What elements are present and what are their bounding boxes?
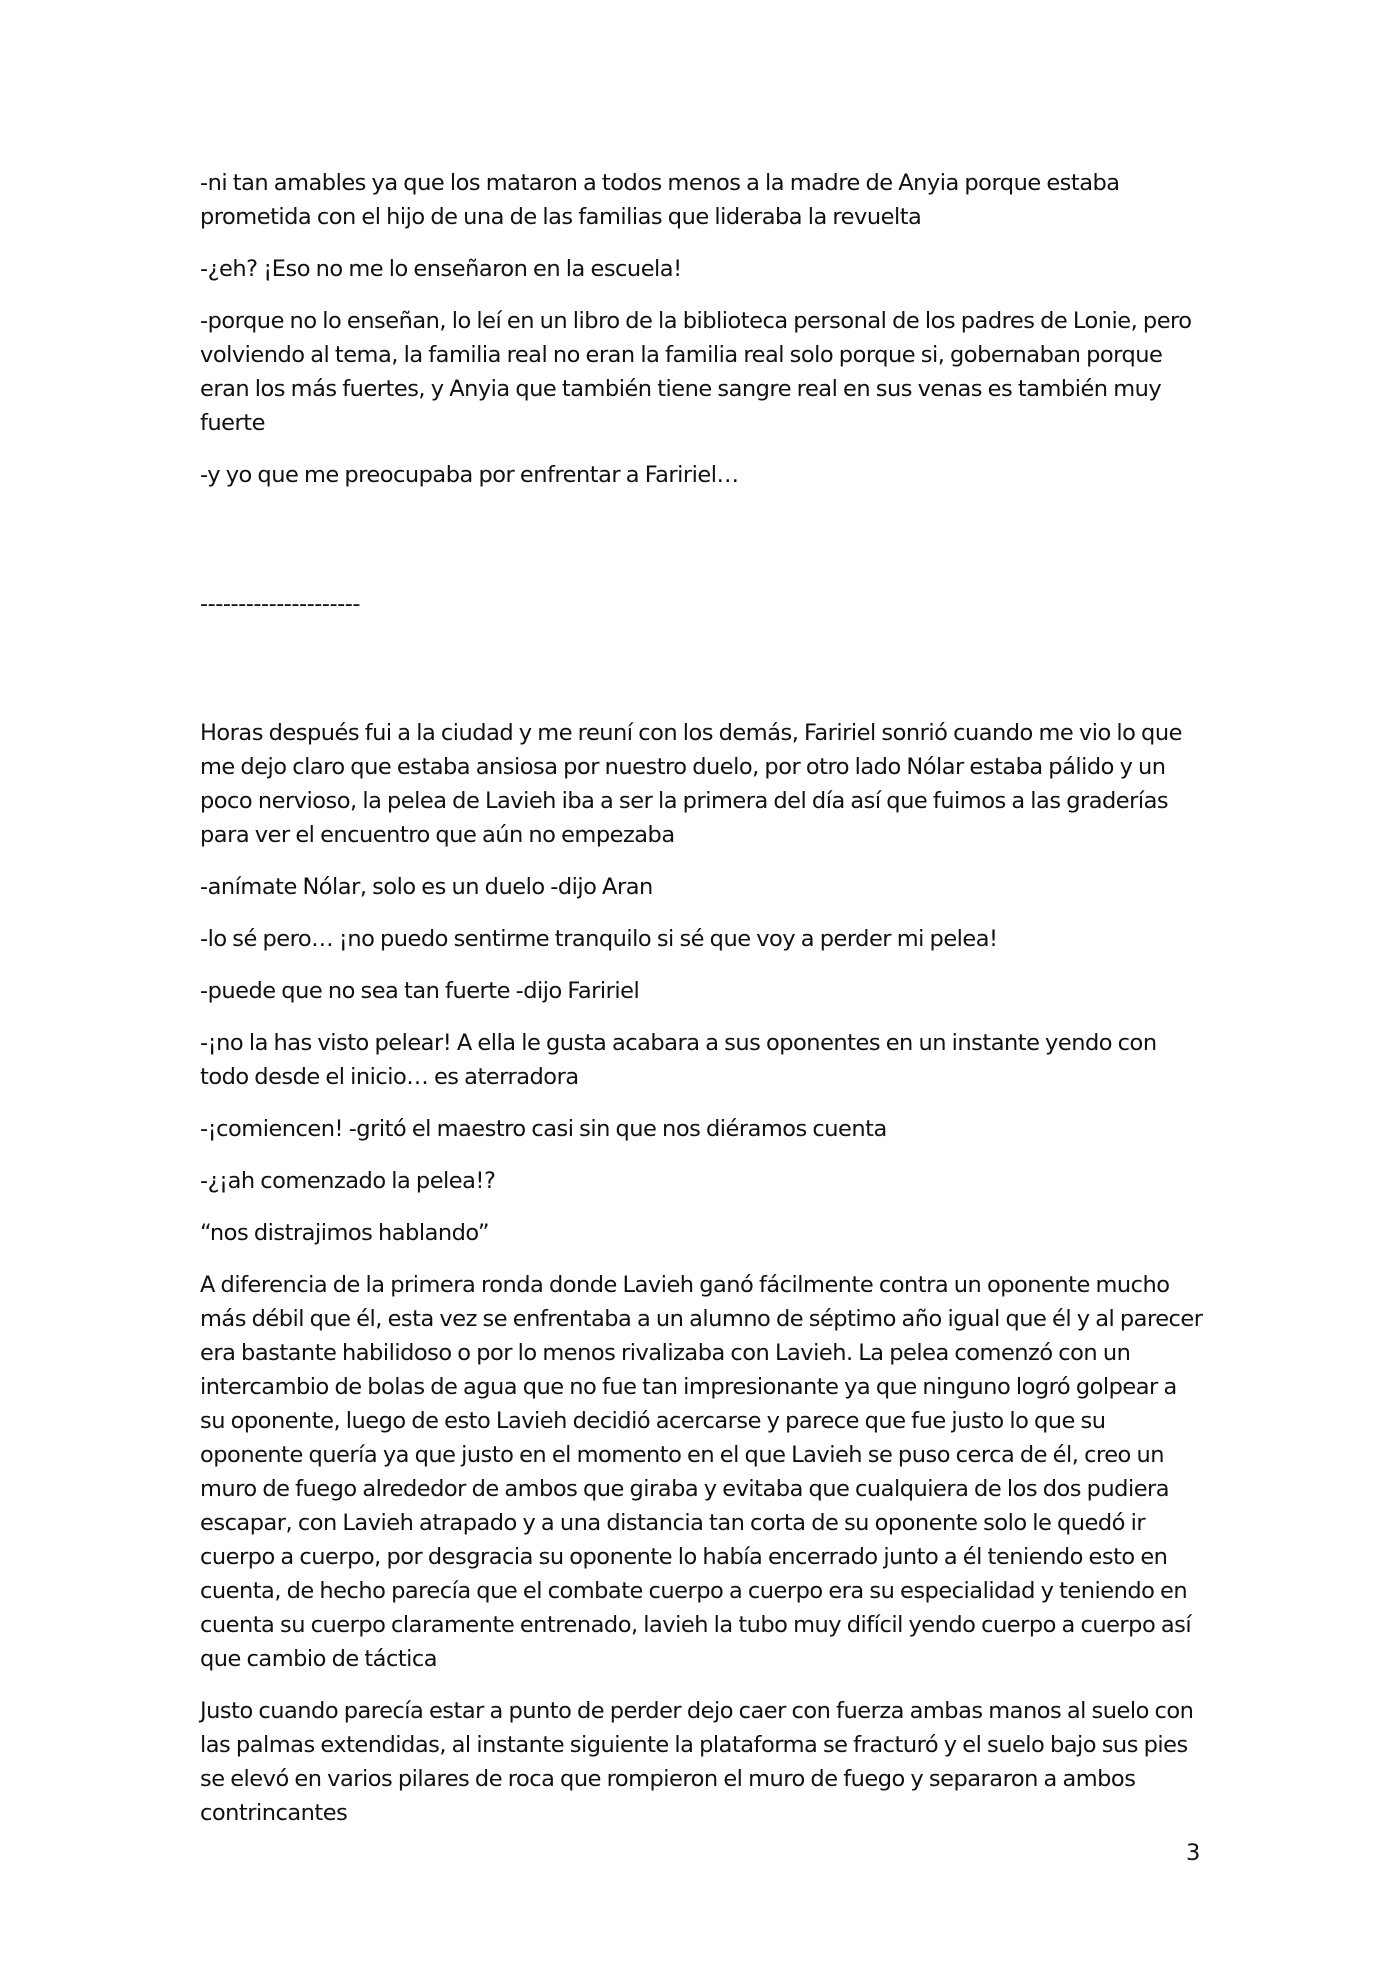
paragraph: -y yo que me preocupaba por enfrentar a Faririel… <box>200 462 739 488</box>
paragraph: -lo sé pero… ¡no puedo sentirme tranquilo si sé que voy a perder mi pelea! <box>200 926 998 952</box>
document-body <box>200 166 1206 1848</box>
paragraph: -anímate Nólar, solo es un duelo -dijo Aran <box>200 874 653 900</box>
paragraph: -ni tan amables ya que los mataron a todos menos a la madre de Anyia porque estaba prometida con el hijo de una de las familias que lideraba la revuelta <box>200 170 1120 230</box>
paragraph: “nos distrajimos hablando” <box>200 1220 490 1246</box>
paragraph: -¿eh? ¡Eso no me lo enseñaron en la escuela! <box>200 256 682 282</box>
section-body <box>200 716 1206 1830</box>
paragraph: -¡comiencen! -gritó el maestro casi sin que nos diéramos cuenta <box>200 1116 887 1142</box>
paragraph: A diferencia de la primera ronda donde Lavieh ganó fácilmente contra un oponente mucho más débil que él, esta vez se enfrentaba a un alumno de séptimo año igual que él y al parecer era bastante habilidoso o por lo menos rivalizaba con Lavieh. La pelea comenzó con un intercambio de bolas de agua que no fue tan impresionante ya que ninguno logró golpear a su oponente, luego de esto Lavieh decidió acercarse y parece que fue justo lo que su oponente quería ya que justo en el momento en el que Lavieh se puso cerca de él, creo un muro de fuego alrededor de ambos que giraba y evitaba que cualquiera de los dos pudiera escapar, con Lavieh atrapado y a una distancia tan corta de su oponente solo le quedó ir cuerpo a cuerpo, por desgracia su oponente lo había encerrado junto a él teniendo esto en cuenta, de hecho parecía que el combate cuerpo a cuerpo era su especialidad y teniendo en cuenta su cuerpo claramente entrenado, lavieh la tubo muy difícil yendo cuerpo a cuerpo así que cambio de táctica <box>200 1272 1203 1672</box>
paragraph: -¡no la has visto pelear! A ella le gusta acabara a sus oponentes en un instante yendo con todo desde el inicio… es aterradora <box>200 1030 1157 1090</box>
paragraph: -porque no lo enseñan, lo leí en un libro de la biblioteca personal de los padres de Lonie, pero volviendo al tema, la familia real no eran la familia real solo porque si, gobernaban porque eran los más fuertes, y Anyia que también tiene sangre real en sus venas es también muy fuerte <box>200 308 1192 436</box>
paragraph: Justo cuando parecía estar a punto de perder dejo caer con fuerza ambas manos al suelo con las palmas extendidas, al instante siguiente la plataforma se fracturó y el suelo bajo sus pies se elevó en varios pilares de roca que rompieron el muro de fuego y separaron a ambos contrincantes <box>200 1698 1194 1826</box>
paragraph: Horas después fui a la ciudad y me reuní con los demás, Faririel sonrió cuando me vio lo que me dejo claro que estaba ansiosa por nuestro duelo, por otro lado Nólar estaba pálido y un poco nervioso, la pelea de Lavieh iba a ser la primera del día así que fuimos a las graderías para ver el encuentro que aún no empezaba <box>200 720 1182 848</box>
section-divider: --------------------- <box>200 591 360 617</box>
paragraph: -¿¡ah comenzado la pelea!? <box>200 1168 496 1194</box>
paragraph: -puede que no sea tan fuerte -dijo Faririel <box>200 978 640 1004</box>
page-number: 3 <box>1186 1840 1201 1866</box>
